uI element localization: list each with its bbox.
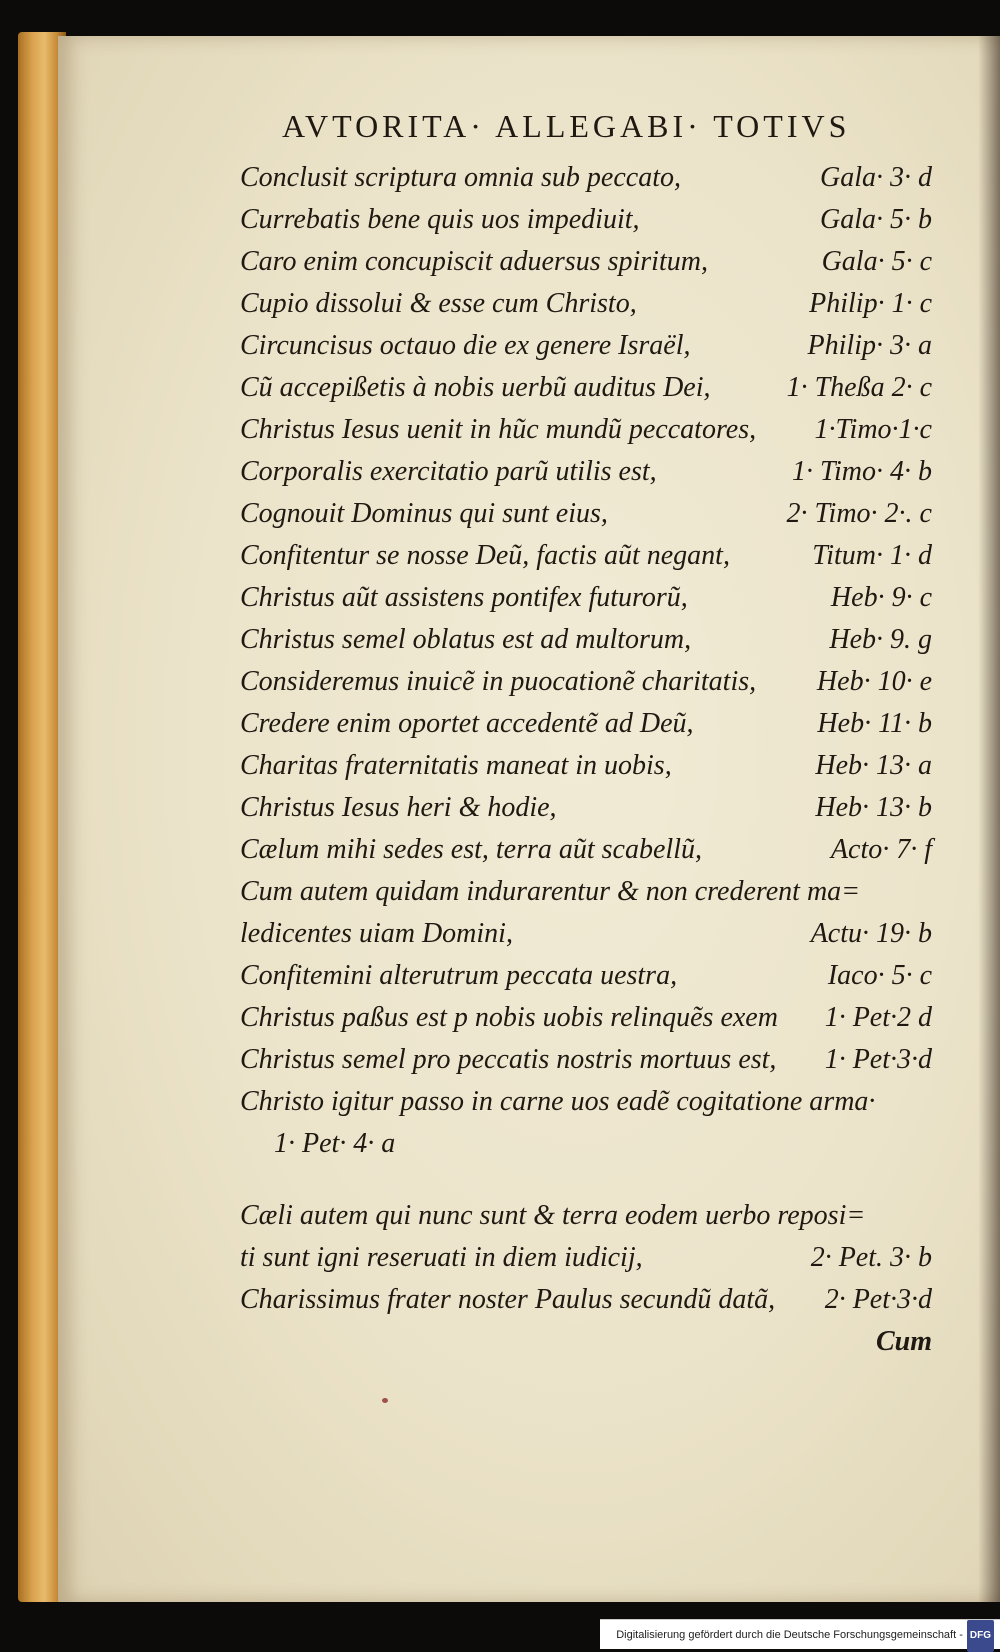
entry-reference: Heb· 9· c [830, 582, 932, 613]
entry-reference: Heb· 13· a [815, 750, 932, 781]
entry-reference: Heb· 13· b [815, 792, 932, 823]
entry-reference: 1· Pet·3·d [824, 1044, 932, 1075]
entry-reference: 2· Pet·3·d [824, 1284, 932, 1315]
entry-spacer [240, 1165, 940, 1195]
entry-reference: 1·Timo·1·c [814, 414, 932, 445]
index-entry [240, 283, 940, 325]
page-gutter-shadow [978, 36, 1000, 1602]
entry-text: 1· Pet· 4· a [274, 1128, 396, 1159]
entry-text: Consideremus inuicẽ in puocationẽ charitatis, [240, 666, 757, 697]
entry-text: Charissimus frater noster Paulus secundũ datã, [240, 1284, 776, 1315]
entry-reference: Gala· 5· c [821, 246, 932, 277]
entry-reference: Philip· 1· c [809, 288, 932, 319]
entry-text: Christus Iesus uenit in hũc mundũ peccatores, [240, 414, 757, 445]
catchword: Cum [875, 1326, 932, 1357]
entry-text: Cũ accepißetis à nobis uerbũ auditus Dei, [240, 372, 711, 403]
digitization-credit-bar [600, 1619, 1000, 1649]
entry-text: Christus aũt assistens pontifex futurorũ, [240, 582, 688, 613]
entry-reference: Acto· 7· f [830, 834, 932, 865]
entry-reference: Philip· 3· a [807, 330, 932, 361]
entry-reference: 1· Pet·2 d [824, 1002, 932, 1033]
entry-text: Cum autem quidam indurarentur & non crederent ma= [240, 876, 861, 907]
running-heading: AVTORITA· ALLEGABI· TOTIVS [282, 108, 851, 144]
entry-reference: Heb· 11· b [817, 708, 932, 739]
entry-text: Christus paßus est p nobis uobis relinquẽs exem [240, 1002, 778, 1033]
entry-reference: Gala· 5· b [820, 204, 932, 235]
entry-reference: 1· Theßa 2· c [786, 372, 932, 403]
index-entry [240, 241, 940, 283]
index-entry [240, 157, 940, 199]
index-entry [240, 493, 940, 535]
entry-text: Caro enim concupiscit aduersus spiritum, [240, 246, 708, 277]
dfg-logo: DFG [967, 1620, 994, 1652]
index-entry [240, 199, 940, 241]
entry-text: Confitentur se nosse Deũ, factis aũt negant, [240, 540, 730, 571]
index-entry [240, 787, 940, 829]
ink-fleck [382, 1398, 388, 1403]
index-entry-continuation [240, 1123, 940, 1165]
index-entry [240, 913, 940, 955]
index-entry [240, 619, 940, 661]
index-entry [240, 1237, 940, 1279]
entry-text: Cæli autem qui nunc sunt & terra eodem uerbo reposi= [240, 1200, 866, 1231]
index-entry [240, 1279, 940, 1321]
index-entry [240, 577, 940, 619]
entry-reference: Iaco· 5· c [827, 960, 932, 991]
entry-reference: Heb· 9. g [829, 624, 932, 655]
index-entry [240, 535, 940, 577]
index-entry [240, 451, 940, 493]
index-entry [240, 1039, 940, 1081]
index-entry [240, 409, 940, 451]
credit-text: Digitalisierung gefördert durch die Deutsche Forschungsgemeinschaft - [616, 1629, 963, 1641]
entry-reference: Gala· 3· d [820, 162, 932, 193]
entry-text: Christus Iesus heri & hodie, [240, 792, 557, 823]
entry-text: Cognouit Dominus qui sunt eius, [240, 498, 608, 529]
index-entry [240, 325, 940, 367]
entry-text: ledicentes uiam Domini, [240, 918, 513, 949]
entry-reference: Heb· 10· e [816, 666, 932, 697]
index-text-block [240, 108, 940, 1363]
index-entry [240, 367, 940, 409]
entry-text: Credere enim oportet accedentẽ ad Deũ, [240, 708, 694, 739]
entry-text: Charitas fraternitatis maneat in uobis, [240, 750, 672, 781]
entry-reference: 2· Pet. 3· b [810, 1242, 932, 1273]
entry-reference: Titum· 1· d [812, 540, 932, 571]
entry-text: ti sunt igni reseruati in diem iudicij, [240, 1242, 643, 1273]
entry-reference: 2· Timo· 2·. c [786, 498, 932, 529]
entry-reference: 1· Timo· 4· b [791, 456, 932, 487]
index-entry [240, 871, 940, 913]
entry-text: Corporalis exercitatio parũ utilis est, [240, 456, 657, 487]
entry-text: Christo igitur passo in carne uos eadẽ cogitatione arma· [240, 1086, 876, 1117]
index-entry [240, 997, 940, 1039]
entry-text: Christus semel oblatus est ad multorum, [240, 624, 692, 655]
entry-text: Confitemini alterutrum peccata uestra, [240, 960, 678, 991]
index-entry [240, 1081, 940, 1123]
index-entry [240, 955, 940, 997]
entry-text: Currebatis bene quis uos impediuit, [240, 204, 640, 235]
entry-text: Cupio dissolui & esse cum Christo, [240, 288, 637, 319]
entry-text: Cælum mihi sedes est, terra aũt scabellũ, [240, 834, 702, 865]
index-entry [240, 1195, 940, 1237]
index-entry [240, 703, 940, 745]
index-entry [240, 829, 940, 871]
entry-reference: Actu· 19· b [810, 918, 932, 949]
entry-text: Christus semel pro peccatis nostris mortuus est, [240, 1044, 777, 1075]
index-entry [240, 661, 940, 703]
entry-text: Conclusit scriptura omnia sub peccato, [240, 162, 681, 193]
entry-text: Circuncisus octauo die ex genere Israël, [240, 330, 691, 361]
index-entry [240, 745, 940, 787]
